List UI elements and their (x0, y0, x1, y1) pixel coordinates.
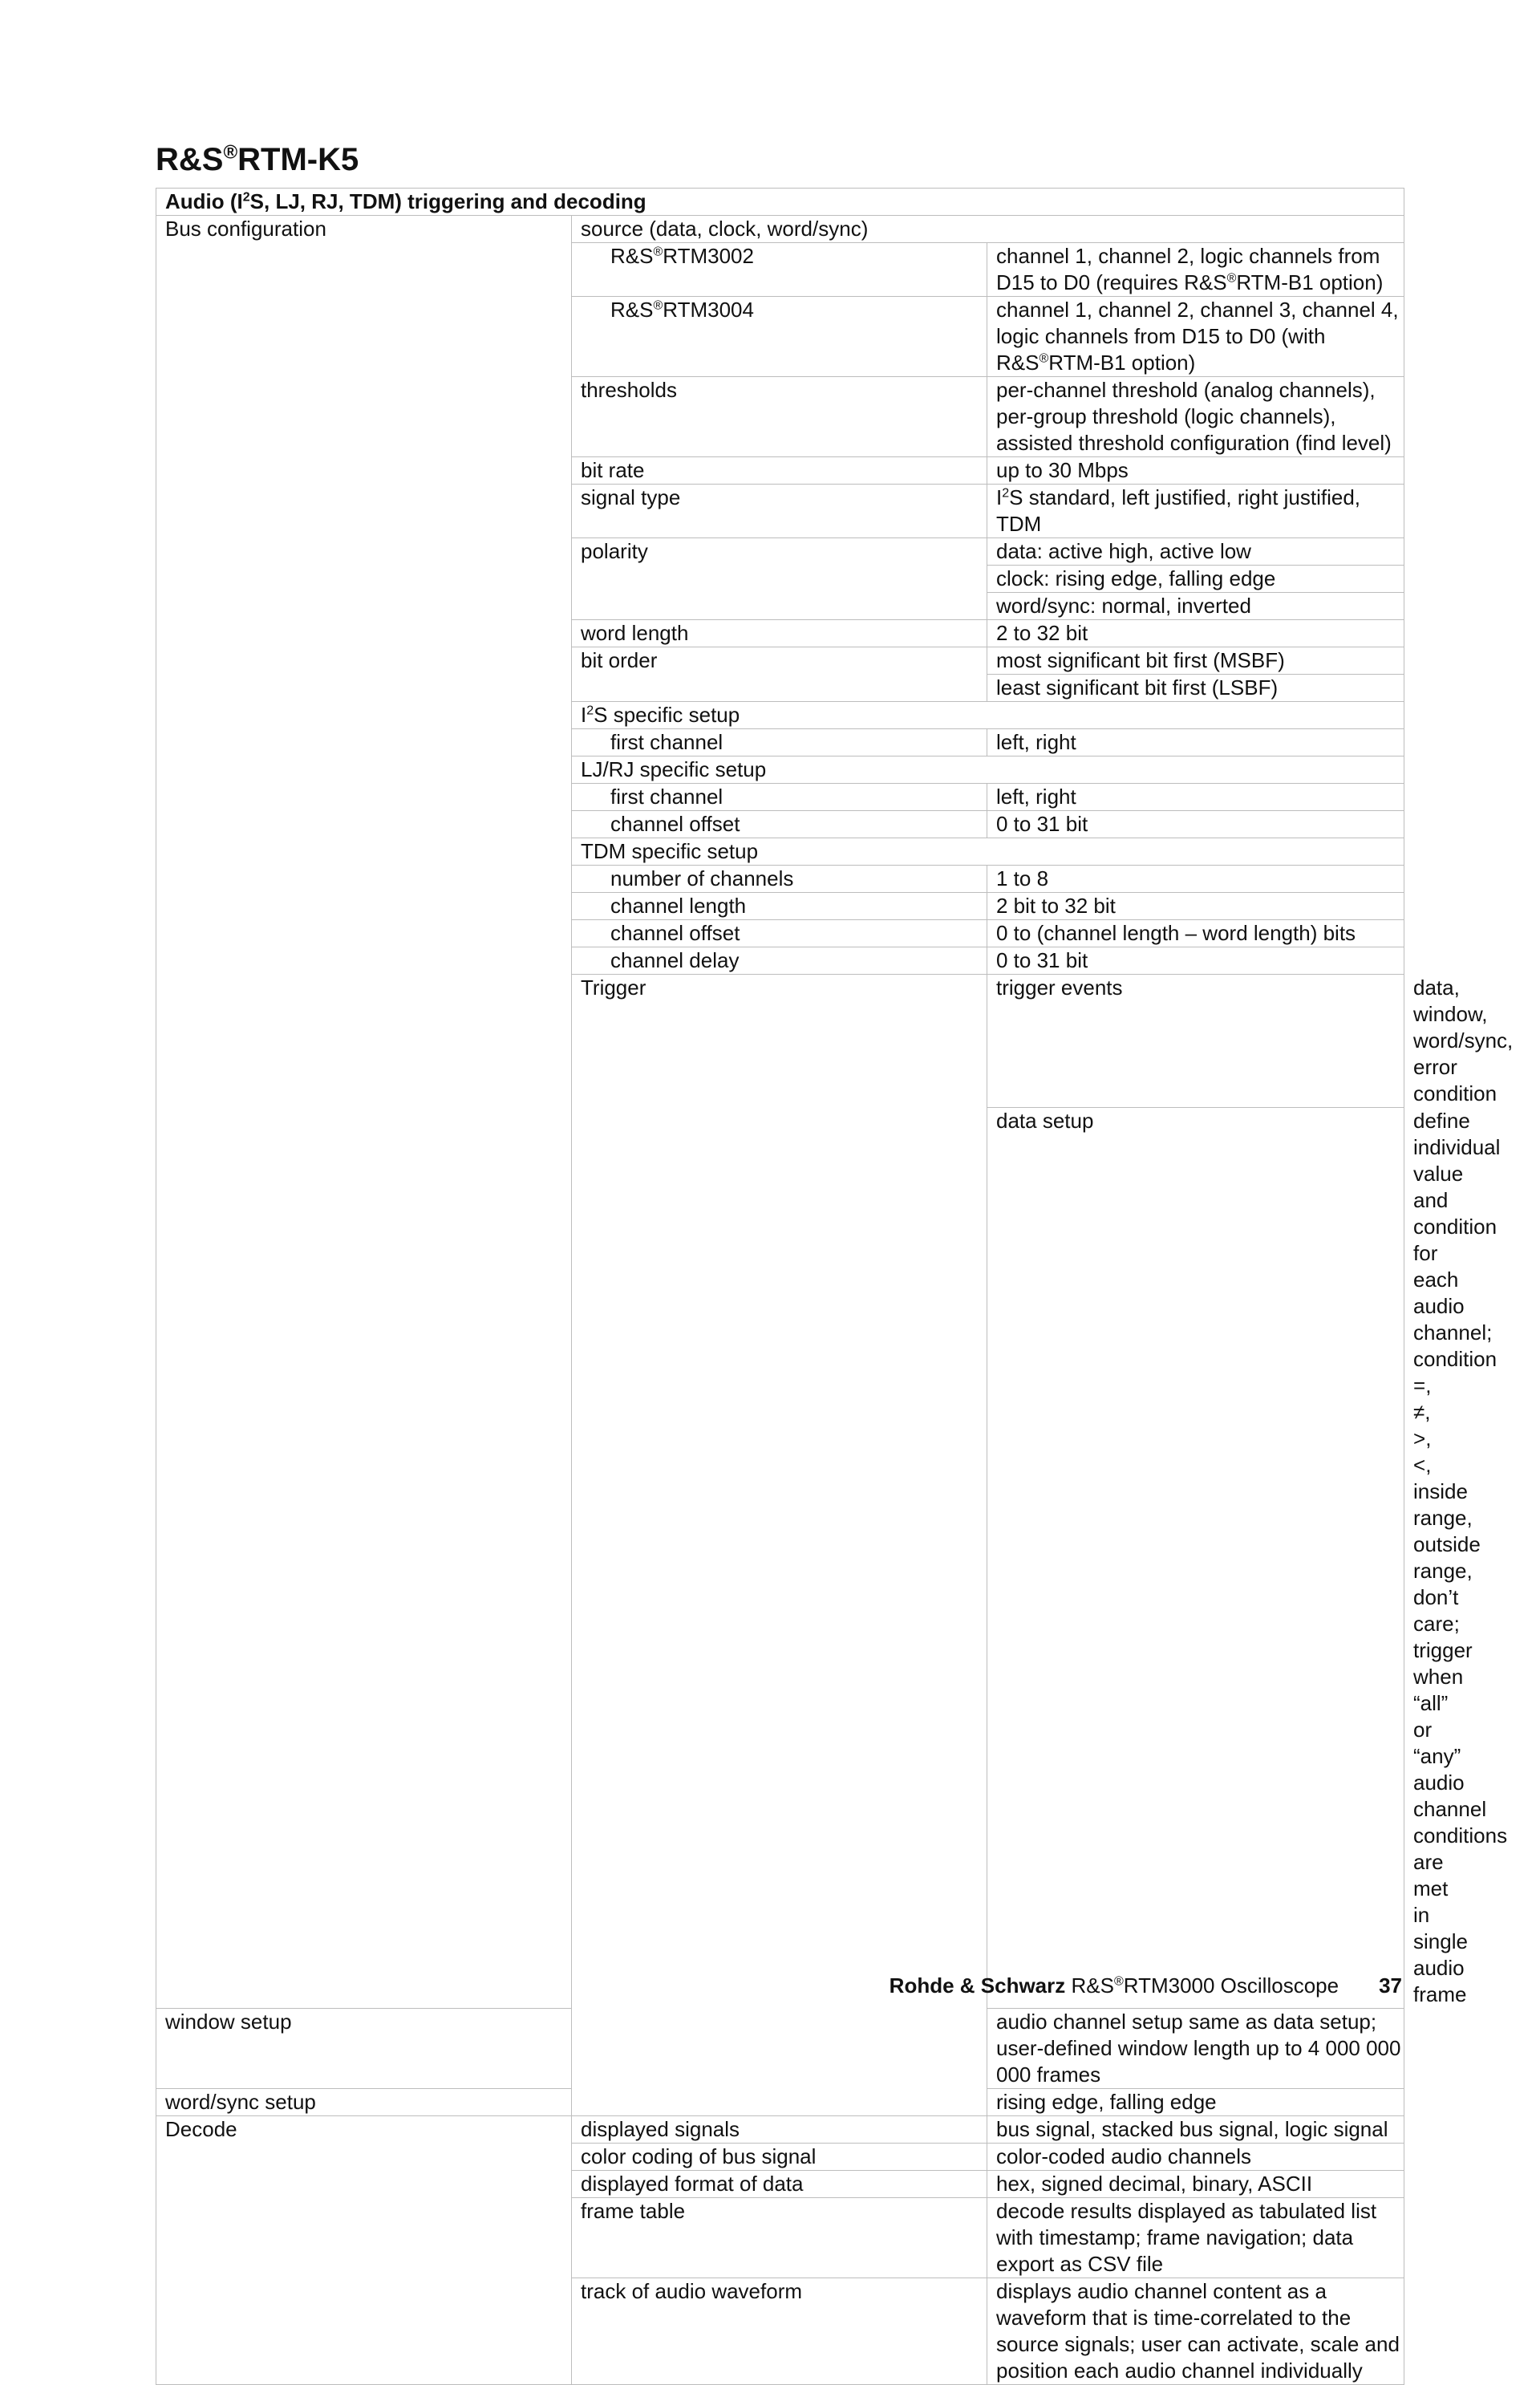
registered-mark: ® (1226, 271, 1237, 286)
row-label-tdm-setup: TDM specific setup (572, 838, 1404, 866)
row-label-tdm-channel-offset: channel offset (572, 920, 987, 947)
row-label-track-audio: track of audio waveform (572, 2278, 987, 2385)
signal-type-post: S standard, left justified, right justified, TDM (996, 485, 1361, 536)
row-label-polarity: polarity (572, 538, 987, 620)
page-title (156, 137, 359, 182)
row-label-tdm-channel-delay: channel delay (572, 947, 987, 975)
row-label-displayed-signals: displayed signals (572, 2116, 987, 2144)
rtm3004-value-2: RTM-B1 option) (1048, 351, 1196, 375)
row-label-frame-table: frame table (572, 2198, 987, 2278)
row-label-ljrj-channel-offset: channel offset (572, 811, 987, 838)
row-value-word-length: 2 to 32 bit (987, 620, 1404, 647)
row-value-signal-type (987, 485, 1404, 538)
footer-product-pre: R&S (1071, 1973, 1114, 1998)
heading-text-pre: Audio (I (165, 189, 243, 213)
table-row: Trigger trigger events data, window, word/sync, error condition (156, 975, 1404, 1108)
row-value-word-sync-setup: rising edge, falling edge (987, 2089, 1404, 2116)
row-value-frame-table: decode results displayed as tabulated list with timestamp; frame navigation; data export as CSV file (987, 2198, 1404, 2278)
title-prefix: R&S (156, 142, 224, 177)
row-label-data-setup: data setup (987, 1108, 1404, 2009)
row-value-displayed-format: hex, signed decimal, binary, ASCII (987, 2171, 1404, 2198)
table-row (156, 216, 1404, 243)
row-value-track-audio: displays audio channel content as a waveform that is time-correlated to the source signals; user can activate, scale and position each audio channel individually (987, 2278, 1404, 2385)
title-suffix: RTM-K5 (237, 142, 359, 177)
section-label-trigger: Trigger (572, 975, 987, 2116)
footer-product-post: RTM3000 Oscilloscope (1123, 1973, 1339, 1998)
table-heading (156, 189, 1404, 216)
row-value-bit-rate: up to 30 Mbps (987, 457, 1404, 485)
row-label-word-length: word length (572, 620, 987, 647)
rtm3004-value-1: channel 1, channel 2, channel 3, channel 4, logic channels from D15 to D0 (with R&S (996, 298, 1399, 375)
row-value-bit-order-lsbf: least significant bit first (LSBF) (987, 675, 1404, 702)
signal-type-sup: 2 (1002, 486, 1010, 501)
row-label-ljrj-setup: LJ/RJ specific setup (572, 756, 1404, 784)
row-value-window-setup: audio channel setup same as data setup; user-defined window length up to 4 000 000 000 frames (987, 2009, 1404, 2089)
section-label-decode: Decode (156, 2116, 572, 2385)
row-value-ljrj-first-channel: left, right (987, 784, 1404, 811)
row-value-tdm-channel-offset: 0 to (channel length – word length) bits (987, 920, 1404, 947)
rtm3002-pre: R&S (610, 244, 654, 268)
page-number: 37 (1379, 1973, 1402, 1998)
row-label-i2s-setup (572, 702, 1404, 729)
footer-registered-mark: ® (1113, 1974, 1124, 1989)
rtm3004-post: RTM3004 (663, 298, 754, 322)
i2s-setup-pre: I (581, 703, 587, 727)
rtm3002-value-2: RTM-B1 option) (1236, 270, 1384, 294)
i2s-setup-post: S specific setup (594, 703, 740, 727)
row-label-ljrj-first-channel: first channel (572, 784, 987, 811)
registered-mark: ® (653, 298, 663, 313)
table-row: data setup define individual value and condition for each audio channel; condition =, ≠, >, <, inside range, outside range, don’t care; trigger when “all” or “any” audio channel conditions are met in single audio frame (156, 1108, 1404, 2009)
row-value-tdm-channel-delay: 0 to 31 bit (987, 947, 1404, 975)
row-label-word-sync-setup: word/sync setup (156, 2089, 572, 2116)
row-label-source: source (data, clock, word/sync) (572, 216, 1404, 243)
table-heading-row (156, 189, 1404, 216)
footer-company: Rohde & Schwarz (889, 1973, 1066, 1998)
row-value-displayed-signals: bus signal, stacked bus signal, logic signal (987, 2116, 1404, 2144)
rtm3004-pre: R&S (610, 298, 654, 322)
table-row (156, 2116, 1404, 2144)
row-value-i2s-first-channel: left, right (987, 729, 1404, 756)
signal-type-pre: I (996, 485, 1003, 509)
row-label-rtm3002 (572, 243, 987, 297)
registered-mark: ® (1039, 351, 1049, 366)
row-value-tdm-number-of-channels: 1 to 8 (987, 866, 1404, 893)
row-label-rtm3004 (572, 297, 987, 377)
heading-text-post: S, LJ, RJ, TDM) triggering and decoding (249, 189, 646, 213)
row-value-polarity-data: data: active high, active low (987, 538, 1404, 566)
row-value-rtm3004 (987, 297, 1404, 377)
row-value-thresholds: per-channel threshold (analog channels), per-group threshold (logic channels), assisted threshold configuration (find level) (987, 377, 1404, 457)
heading-superscript: 2 (242, 190, 250, 205)
row-label-i2s-first-channel: first channel (572, 729, 987, 756)
section-label-bus-configuration: Bus configuration (156, 216, 572, 2009)
row-label-color-coding: color coding of bus signal (572, 2144, 987, 2171)
row-value-color-coding: color-coded audio channels (987, 2144, 1404, 2171)
row-label-trigger-events: trigger events (987, 975, 1404, 1108)
row-value-polarity-word-sync: word/sync: normal, inverted (987, 593, 1404, 620)
registered-mark: ® (653, 245, 663, 259)
row-value-rtm3002 (987, 243, 1404, 297)
row-label-thresholds: thresholds (572, 377, 987, 457)
row-label-tdm-channel-length: channel length (572, 893, 987, 920)
registered-mark: ® (223, 141, 238, 164)
rtm3002-post: RTM3002 (663, 244, 754, 268)
row-value-polarity-clock: clock: rising edge, falling edge (987, 566, 1404, 593)
row-label-window-setup: window setup (156, 2009, 572, 2089)
spec-table (156, 188, 1514, 2385)
row-label-bit-rate: bit rate (572, 457, 987, 485)
page-footer (890, 1973, 1402, 1998)
row-value-tdm-channel-length: 2 bit to 32 bit (987, 893, 1404, 920)
row-label-displayed-format: displayed format of data (572, 2171, 987, 2198)
rtm3002-value-1: channel 1, channel 2, logic channels from D15 to D0 (requires R&S (996, 244, 1380, 294)
row-label-signal-type: signal type (572, 485, 987, 538)
row-label-tdm-number-of-channels: number of channels (572, 866, 987, 893)
row-value-ljrj-channel-offset: 0 to 31 bit (987, 811, 1404, 838)
row-value-bit-order-msbf: most significant bit first (MSBF) (987, 647, 1404, 675)
row-label-bit-order: bit order (572, 647, 987, 702)
i2s-setup-sup: 2 (586, 704, 594, 718)
